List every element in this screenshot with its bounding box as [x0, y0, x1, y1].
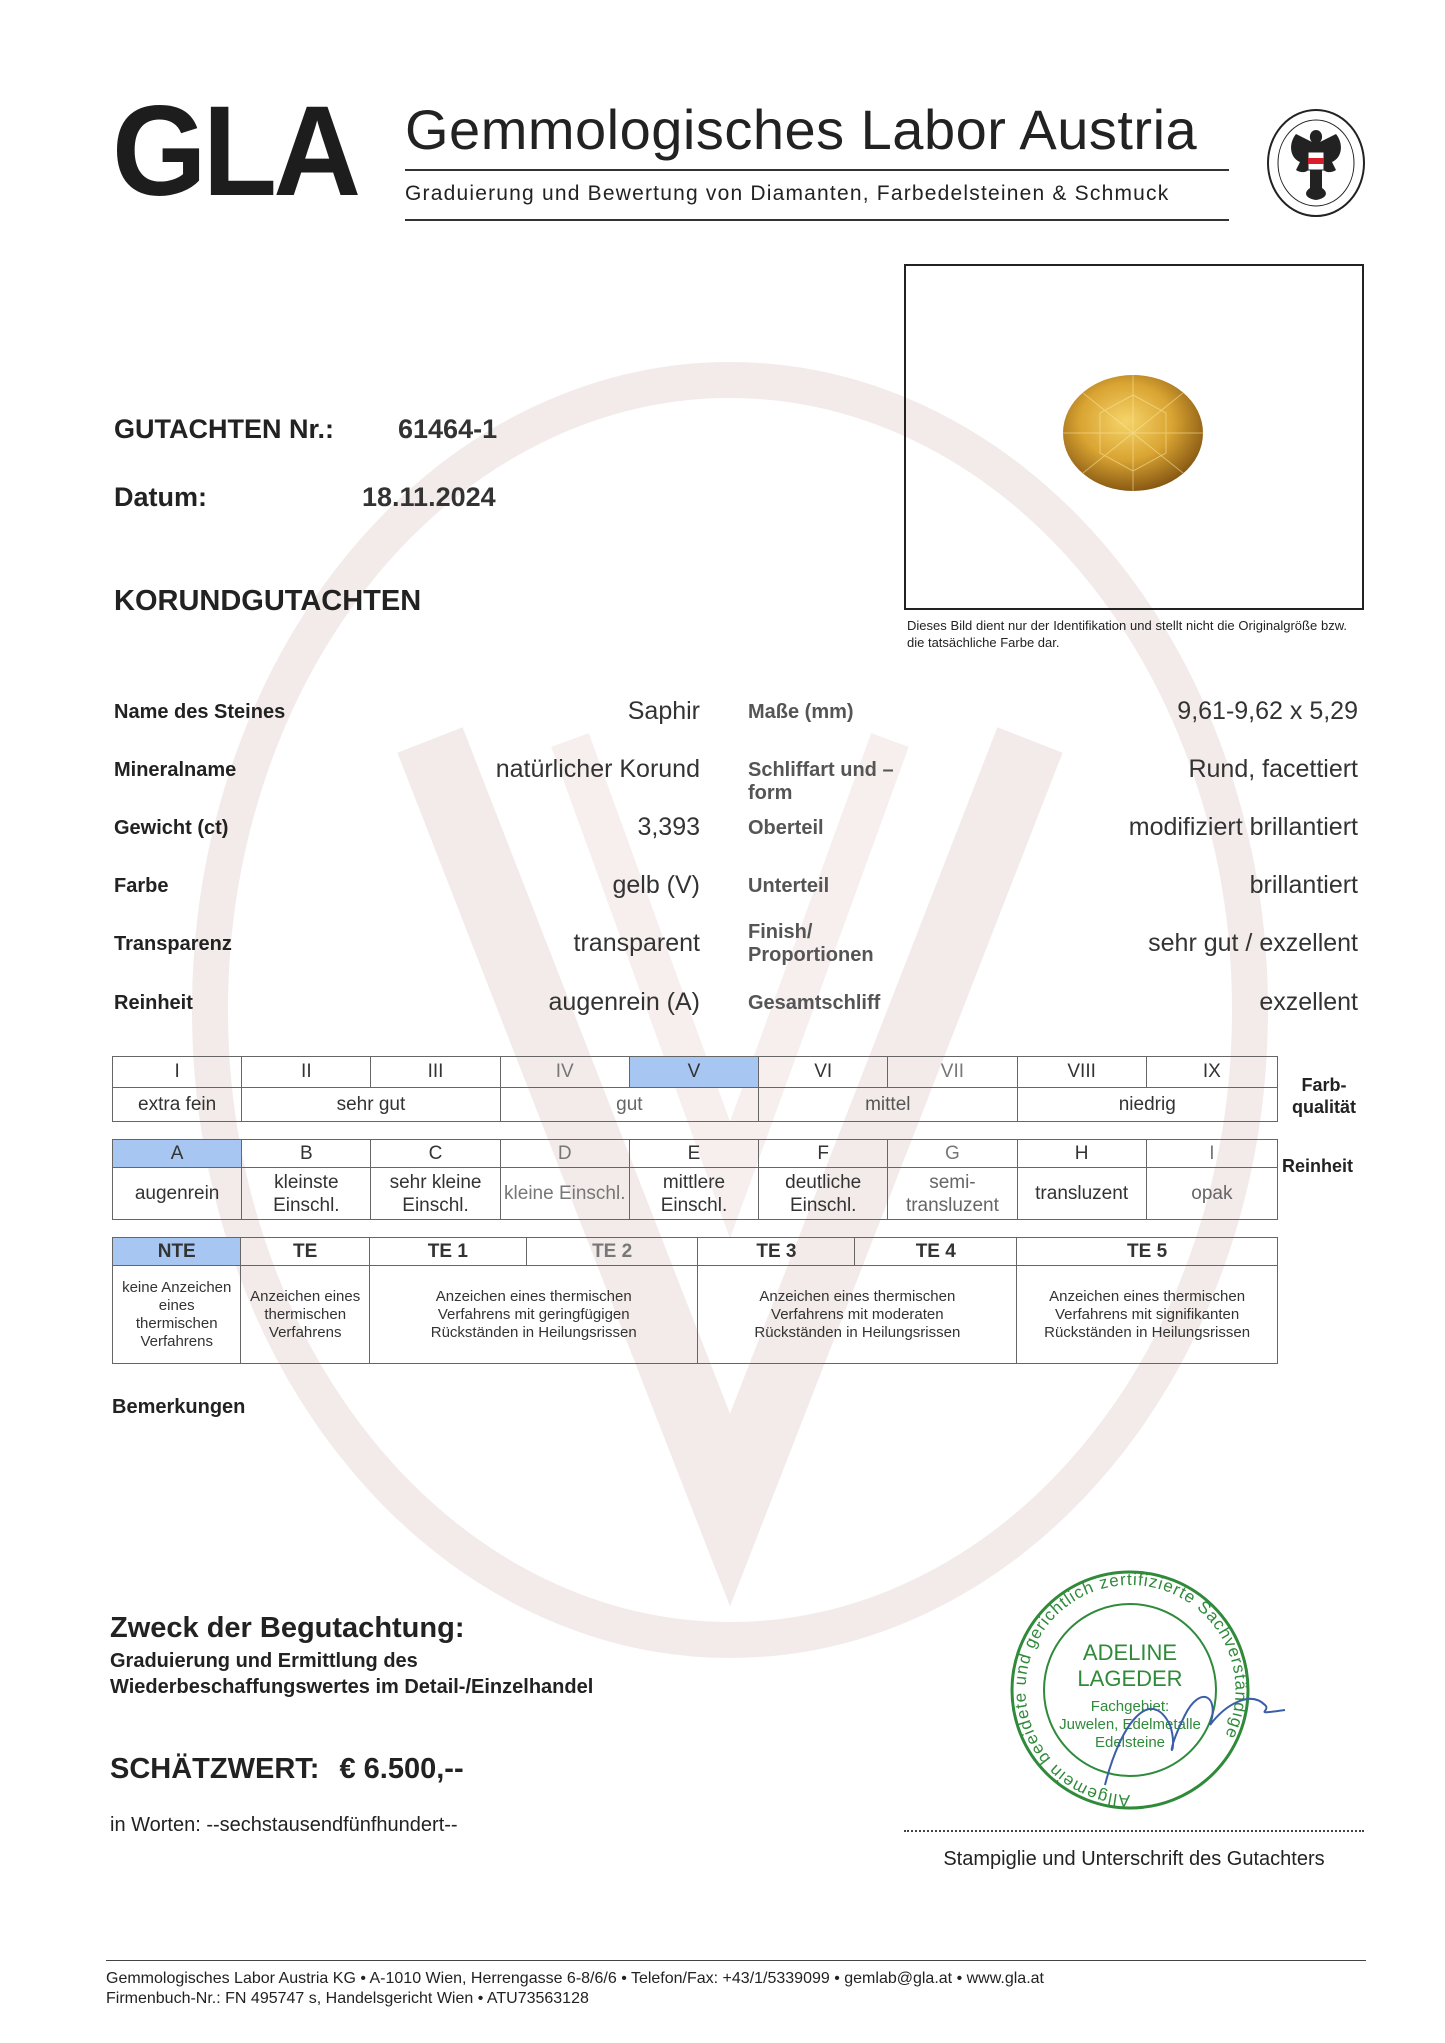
property-value: 3,393 [637, 813, 700, 841]
date-label: Datum: [114, 482, 207, 512]
color-grade: III [371, 1057, 500, 1088]
color-grade: II [242, 1057, 371, 1088]
color-group: niedrig [1017, 1088, 1277, 1122]
purpose-title: Zweck der Begutachtung: [110, 1612, 465, 1644]
stamp-field-3: Edelsteine [1094, 1734, 1166, 1751]
treatment-grade: TE 4 [855, 1238, 1017, 1266]
clarity-desc: semi-transluzent [888, 1168, 1017, 1220]
signature-caption: Stampiglie und Unterschrift des Gutachters [943, 1848, 1325, 1870]
treatment-desc: Anzeichen eines thermischen Verfahrens mit moderaten Rückständen in Heilungsrissen [698, 1266, 1017, 1364]
gemstone-image [1058, 373, 1208, 493]
treatment-desc: keine Anzeichen eines thermischen Verfahrens [113, 1266, 241, 1364]
color-group: mittel [759, 1088, 1017, 1122]
color-quality-table [112, 1056, 1278, 1122]
clarity-grade-selected: A [113, 1140, 242, 1168]
color-grade: I [113, 1057, 242, 1088]
clarity-table [112, 1139, 1278, 1220]
property-label: Transparenz [114, 933, 232, 955]
stamp-field-2: Juwelen, Edelmetalle [1059, 1716, 1201, 1733]
stamp-name-2: LAGEDER [1077, 1666, 1183, 1691]
valuation [110, 1753, 464, 1786]
valuation-label: SCHÄTZWERT: [110, 1753, 320, 1785]
footer-contact: Gemmologisches Labor Austria KG • A-1010 Wien, Herrengasse 6-8/6/6 • Telefon/Fax: +43/1/5339099 • gemlab@gla.at • www.gla.at [106, 1970, 1044, 1987]
color-group: extra fein [113, 1088, 242, 1122]
clarity-desc: sehr kleine Einschl. [371, 1168, 500, 1220]
certificate-number: 61464-1 [398, 414, 498, 444]
property-label: Gesamtschliff [748, 992, 881, 1014]
clarity-grade: I [1146, 1140, 1277, 1168]
clarity-desc: augenrein [113, 1168, 242, 1220]
clarity-grade: C [371, 1140, 500, 1168]
treatment-grade: TE 5 [1017, 1238, 1278, 1266]
clarity-grade: F [759, 1140, 888, 1168]
property-value: exzellent [1259, 988, 1358, 1016]
color-grade: VIII [1017, 1057, 1146, 1088]
property-label: Finish/ Proportionen [748, 921, 874, 966]
stamp-field-1: Fachgebiet: [1090, 1698, 1170, 1715]
photo-disclaimer: Dieses Bild dient nur der Identifikation und stellt nicht die Originalgröße bzw. die tatsächliche Farbe dar. [907, 618, 1347, 650]
property-label: Mineralname [114, 759, 237, 781]
clarity-desc: kleinste Einschl. [242, 1168, 371, 1220]
property-label: Schliffart und –form [748, 759, 894, 804]
gla-logo: GLA [112, 80, 358, 223]
stamp-name-1: ADELINE [1082, 1640, 1178, 1665]
property-label: Name des Steines [114, 701, 286, 723]
treatment-grade: TE 1 [369, 1238, 526, 1266]
property-value: Saphir [627, 697, 700, 725]
property-label: Unterteil [748, 875, 830, 897]
color-group: sehr gut [242, 1088, 500, 1122]
header-rule [405, 219, 1229, 221]
date-value: 18.11.2024 [362, 482, 496, 512]
clarity-grade: E [629, 1140, 758, 1168]
property-value: transparent [573, 929, 700, 957]
treatment-desc: Anzeichen eines thermischen Verfahrens mit geringfügigen Rückständen in Heilungsrissen [369, 1266, 698, 1364]
lab-name: Gemmologisches Labor Austria [405, 98, 1198, 161]
valuation-amount: € 6.500,-- [339, 1753, 464, 1785]
property-value: augenrein (A) [548, 988, 700, 1016]
treatment-grade: TE [241, 1238, 370, 1266]
property-value: brillantiert [1249, 871, 1358, 899]
property-value: gelb (V) [612, 871, 700, 899]
property-value: sehr gut / exzellent [1148, 929, 1358, 957]
certificate-title: KORUNDGUTACHTEN [114, 585, 422, 617]
clarity-desc: deutliche Einschl. [759, 1168, 888, 1220]
treatment-grade: TE 2 [526, 1238, 698, 1266]
color-grade: IX [1146, 1057, 1277, 1088]
property-label: Maße (mm) [748, 701, 854, 723]
color-grade: IV [500, 1057, 629, 1088]
clarity-grade: D [500, 1140, 629, 1168]
footer-rule [106, 1960, 1366, 1961]
signature-line [904, 1830, 1364, 1832]
clarity-desc: kleine Einschl. [500, 1168, 629, 1220]
remarks-label: Bemerkungen [112, 1396, 246, 1418]
expert-stamp [1010, 1565, 1300, 1820]
purpose-text [110, 1648, 593, 1700]
color-grade: VII [888, 1057, 1017, 1088]
property-value: Rund, facettiert [1188, 755, 1358, 783]
color-grade: VI [759, 1057, 888, 1088]
property-value: 9,61-9,62 x 5,29 [1177, 697, 1358, 725]
lab-tagline: Graduierung und Bewertung von Diamanten, Farbedelsteinen & Schmuck [405, 182, 1170, 205]
treatment-desc: Anzeichen eines thermischen Verfahrens mit signifikanten Rückständen in Heilungsrissen [1017, 1266, 1278, 1364]
treatment-desc: Anzeichen eines thermischen Verfahrens [241, 1266, 370, 1364]
property-value: modifiziert brillantiert [1128, 813, 1358, 841]
purpose-line: Graduierung und Ermittlung des [110, 1650, 418, 1672]
header-rule [405, 169, 1229, 171]
clarity-grade: G [888, 1140, 1017, 1168]
property-label: Oberteil [748, 817, 824, 839]
color-group: gut [500, 1088, 758, 1122]
clarity-label: Reinheit [1282, 1156, 1354, 1176]
state-eagle-seal [1266, 108, 1366, 218]
stamp-ring-text: Allgemein beeidete und gerichtlich zertifizierte Sachverständige [1010, 1569, 1251, 1811]
property-label: Gewicht (ct) [114, 817, 229, 839]
treatment-grade-selected: NTE [113, 1238, 241, 1266]
certificate-number-label: GUTACHTEN Nr.: [114, 414, 334, 444]
color-grade-selected: V [629, 1057, 758, 1088]
valuation-in-words: in Worten: --sechstausendfünfhundert-- [110, 1814, 458, 1836]
property-label: Reinheit [114, 992, 193, 1014]
clarity-grade: H [1017, 1140, 1146, 1168]
purpose-line: Wiederbeschaffungswertes im Detail-/Einzelhandel [110, 1676, 594, 1698]
clarity-desc: transluzent [1017, 1168, 1146, 1220]
clarity-grade: B [242, 1140, 371, 1168]
color-quality-label: Farb-qualität [1291, 1075, 1356, 1117]
property-value: natürlicher Korund [495, 755, 700, 783]
treatment-table [112, 1237, 1278, 1364]
footer-registration: Firmenbuch-Nr.: FN 495747 s, Handelsgericht Wien • ATU73563128 [106, 1990, 589, 2007]
treatment-grade: TE 3 [698, 1238, 855, 1266]
property-label: Farbe [114, 875, 169, 897]
clarity-desc: mittlere Einschl. [629, 1168, 758, 1220]
clarity-desc: opak [1146, 1168, 1277, 1220]
